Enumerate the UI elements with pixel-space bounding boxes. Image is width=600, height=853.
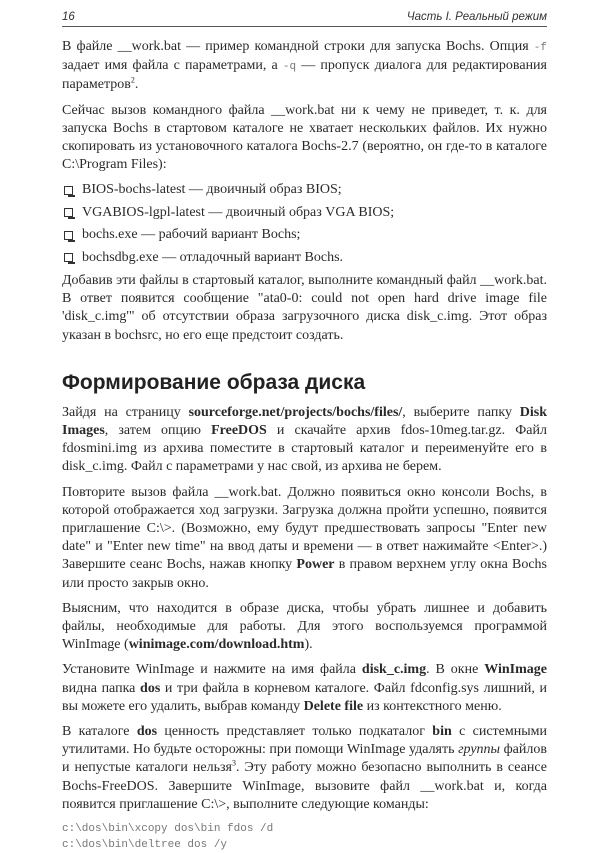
text-segment: bin [432,723,452,739]
text-segment: группы [458,742,501,758]
paragraph [62,600,547,655]
text-segment: Disk Images [62,404,547,438]
paragraph [62,102,547,175]
code-line: c:\dos\bin\deltree dos /y [62,839,228,851]
running-title: Часть I. Реальный режим [406,11,547,23]
text-segment: FreeDOS [211,422,267,438]
text-segment: Power [296,557,335,573]
text-segment: Зайдя на страницу [62,404,189,420]
text-segment: -f [533,42,547,54]
list-item-text: bochs.exe — рабочий вариант Bochs; [82,227,301,243]
text-segment: Выясним, что находится в образе диска, чтобы убрать лишнее и добавить файлы, необходимые для работы. Для этого воспользуемся программой WinImage ( [62,600,547,653]
list-item-text: bochsdbg.exe — отладочный вариант Bochs. [82,249,344,265]
text-segment: В файле __work.bat — пример командной строки для запуска Bochs. Опция [62,39,534,54]
text-segment: видна папка [62,680,141,696]
checkbox-bullet-icon [64,186,73,195]
paragraph [62,404,547,477]
paragraph [62,484,547,593]
page-header [62,10,547,27]
paragraph [62,661,547,716]
list-item [62,226,547,244]
text-segment: Delete file [303,698,364,714]
page-content [62,38,547,853]
paragraphs-top [62,38,547,174]
text-segment: Сейчас вызов командного файла __work.bat ни к чему не приведет, т. к. для запуска Bochs в стартовом каталоге не хватает нескольких файлов. Их нужно скопировать из установочного каталога Bochs-2.7 (вероятно, он где-то в каталоге C:\Program Files): [62,102,547,173]
list-item-text: BIOS-bochs-latest — двоичный образ BIOS; [82,182,342,198]
checkbox-bullet-icon [64,231,73,240]
footnote-ref: 2 [130,75,135,85]
text-segment: Установите WinImage и нажмите на имя файла [62,662,362,678]
file-list [62,181,547,267]
text-segment: . Эту работу можно безопасно выполнить в сеансе Bochs-FreeDOS. Завершите WinImage, вызовите файл __work.bat и, когда появится приглашение C:\>, выполните следующие команды: [62,760,547,812]
text-segment: Повторите вызов файла __work.bat. Должно появиться окно консоли Bochs, в которой отображается ход загрузки. Загрузка должна пройти успешно, появится приглашение C:\>. (Возможно, ему будут предшествовать запросы "Enter new date" и "Enter new time" на ввод даты и времени — в ответ нажимайте <Enter>.) Завершите сеанс Bochs, нажав кнопку [62,484,547,573]
paragraph [62,272,547,345]
text-segment: -q [282,61,297,74]
page-number: 16 [62,11,75,23]
list-item-text: VGABIOS-lgpl-latest — двоичный образ VGA BIOS; [82,204,395,220]
paragraph [62,38,547,95]
text-segment: задает имя файла с параметрами, а [62,58,283,74]
text-segment: sourceforge.net/projects/bochs/files/ [188,404,403,420]
text-segment: и скачайте архив fdos-10meg.tar.gz. Файл fdosmini.img из архива поместите в стартовый каталог и переименуйте его в disk_c.img. Файл с параметрами у нас свой, из архива не берем. [62,422,547,475]
checkbox-bullet-icon [64,208,73,217]
text-segment: В каталоге [62,723,137,739]
text-segment: ). [304,637,313,653]
text-segment: , выберите папку [402,404,520,420]
text-segment: winimage.com/download.htm [128,637,305,653]
section-heading: Формирование образа диска [62,370,366,394]
text-segment: Добавив эти файлы в стартовый каталог, выполните командный файл __work.bat. В ответ появится сообщение "ata0-0: could not open hard drive image file 'disk_c.img'" об отсутствии образа загрузочного диска disk_c.img. Этот образ указан в bochsrc, но его еще предстоит создать. [62,272,547,343]
code-block [62,821,547,853]
text-segment: в правом верхнем углу окна Bochs или просто закрыв окно. [62,557,548,591]
text-segment: WinImage [484,662,547,678]
checkbox-bullet-icon [64,253,73,262]
paragraphs-mid [62,272,547,345]
text-segment: dos [140,680,161,696]
text-segment: с системными утилитами. Но будьте осторожны: при помощи WinImage удалять [62,723,547,758]
footnote-ref: 3 [231,758,236,768]
text-segment: , затем опцию [104,422,212,438]
text-segment: . [134,77,139,93]
list-item [62,249,547,267]
paragraphs-bottom [62,404,547,814]
text-segment: из контекстного меню. [363,698,502,714]
list-item [62,204,547,222]
paragraph [62,723,547,814]
text-segment: dos [136,723,158,739]
text-segment: ценность представляет только подкаталог [157,723,433,739]
text-segment: — пропуск диалога для редактирования параметров [62,58,547,93]
code-line: c:\dos\bin\xcopy dos\bin fdos /d [62,823,274,835]
text-segment: файлов и непустые каталоги нельзя [62,742,547,776]
list-item [62,181,547,199]
text-segment: disk_c.img [361,662,427,678]
text-segment: . В окне [426,662,485,678]
text-segment: и три файла в корневом каталоге. Файл fdconfig.sys лишний, и вы можете его удалить, выбрав команду [62,680,548,714]
